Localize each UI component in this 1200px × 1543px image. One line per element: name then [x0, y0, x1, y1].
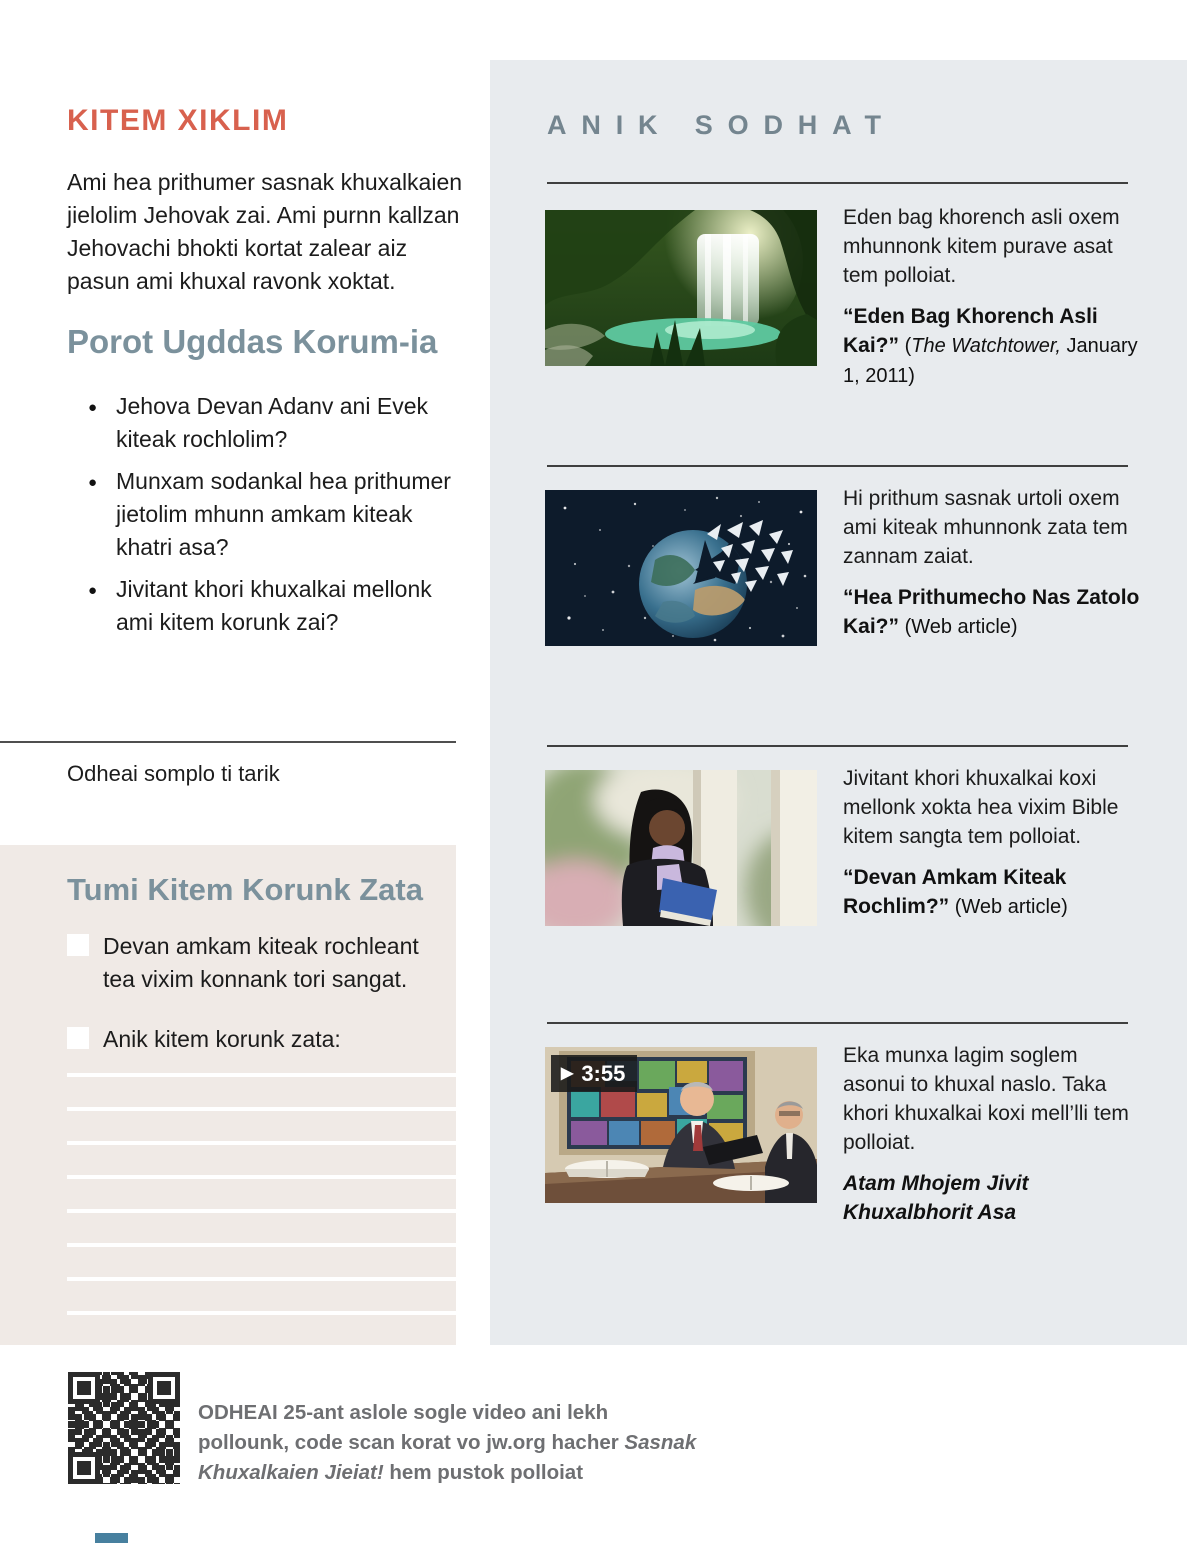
todo-box: [0, 845, 456, 1345]
item-divider: [547, 1022, 1128, 1024]
writing-line[interactable]: [67, 1107, 456, 1111]
item-divider: [547, 465, 1128, 467]
todo-item-label: Anik kitem korunk zata:: [103, 1026, 341, 1052]
todo-item-label: Devan amkam kiteak rochleant tea vixim konnank tori sangat.: [103, 933, 419, 992]
writing-line[interactable]: [67, 1141, 456, 1145]
writing-line[interactable]: [67, 1243, 456, 1247]
video-duration: 3:55: [581, 1060, 626, 1086]
checkbox[interactable]: [67, 1027, 89, 1049]
date-note: Odheai somplo ti tarik: [67, 761, 280, 786]
writing-line[interactable]: [67, 1277, 456, 1281]
writing-line[interactable]: [67, 1209, 456, 1213]
qr-finder-icon: [68, 1452, 100, 1484]
writing-line[interactable]: [67, 1175, 456, 1179]
garden-of-eden-waterfall-image: [545, 210, 817, 366]
panel-title: ANIK SODHAT: [547, 110, 896, 140]
item-divider: [547, 182, 1128, 184]
page-bottom-mark: [95, 1533, 128, 1543]
anik-sodhat-panel: [490, 60, 1187, 1345]
section-title-kitem-xiklim: KITEM XIKLIM: [67, 104, 289, 137]
sodhat-item-text: [843, 764, 1145, 922]
item-description: Jivitant khori khuxalkai koxi mellonk xokta hea vixim Bible kitem sangta tem polloiat.: [843, 767, 1119, 848]
video-duration-badge: [551, 1055, 637, 1092]
qr-finder-icon: [148, 1372, 180, 1404]
video-thumbnail[interactable]: [545, 1047, 817, 1203]
review-question-list: [88, 390, 458, 648]
intro-paragraph: Ami hea prithumer sasnak khuxalkaien jielolim Jehovak zai. Ami purnn kallzan Jehovachi bhokti kortat zalear aiz pasun ami khuxal ravonk xoktat.: [67, 169, 463, 294]
review-question: ● Jivitant khori khuxalkai mellonk ami kitem korunk zai?: [88, 573, 458, 639]
sodhat-item-text: [843, 203, 1145, 391]
play-icon: ▶: [561, 1064, 574, 1082]
writing-line[interactable]: [67, 1311, 456, 1315]
writing-line[interactable]: [67, 1073, 456, 1077]
item-reference: “Hea Prithumecho Nas Zatolo Kai?” (Web article): [843, 586, 1140, 638]
item-reference: “Devan Amkam Kiteak Rochlim?” (Web article): [843, 866, 1068, 918]
todo-item: [67, 1023, 427, 1056]
review-question: ● Munxam sodankal hea prithumer jietolim mhunn amkam kiteak khatri asa?: [88, 465, 458, 564]
review-question: ● Jehova Devan Adanv ani Evek kiteak rochlolim?: [88, 390, 458, 456]
sodhat-item-text: [843, 1041, 1145, 1227]
qr-finder-icon: [68, 1372, 100, 1404]
item-divider: [547, 745, 1128, 747]
item-description: Eka munxa lagim soglem asonui to khuxal naslo. Taka khori khuxalkai koxi mell’lli tem polloiat.: [843, 1044, 1129, 1154]
review-heading: Porot Ugddas Korum-ia: [67, 323, 438, 360]
item-description: Hi prithum sasnak urtoli oxem ami kiteak mhunnonk zata tem zannam zaiat.: [843, 487, 1128, 568]
sodhat-item-text: [843, 484, 1145, 642]
horizontal-divider: [0, 741, 456, 743]
todo-box-title: Tumi Kitem Korunk Zata: [67, 872, 423, 907]
qr-code: [68, 1372, 180, 1484]
item-reference: Atam Mhojem Jivit Khuxalbhorit Asa: [843, 1172, 1029, 1224]
young-woman-image: [545, 770, 817, 926]
footer-instruction: ODHEAI 25-ant aslole sogle video ani lekh pollounk, code scan korat vo jw.org hacher Sasnak Khuxalkaien Jieiat! hem pustok polloiat: [198, 1401, 697, 1484]
item-reference: “Eden Bag Khorench Asli Kai?” (The Watchtower, January 1, 2011): [843, 305, 1138, 387]
checkbox[interactable]: [67, 934, 89, 956]
item-description: Eden bag khorench asli oxem mhunnonk kitem purave asat tem polloiat.: [843, 206, 1120, 287]
shattered-earth-image: [545, 490, 817, 646]
todo-item: [67, 930, 427, 996]
